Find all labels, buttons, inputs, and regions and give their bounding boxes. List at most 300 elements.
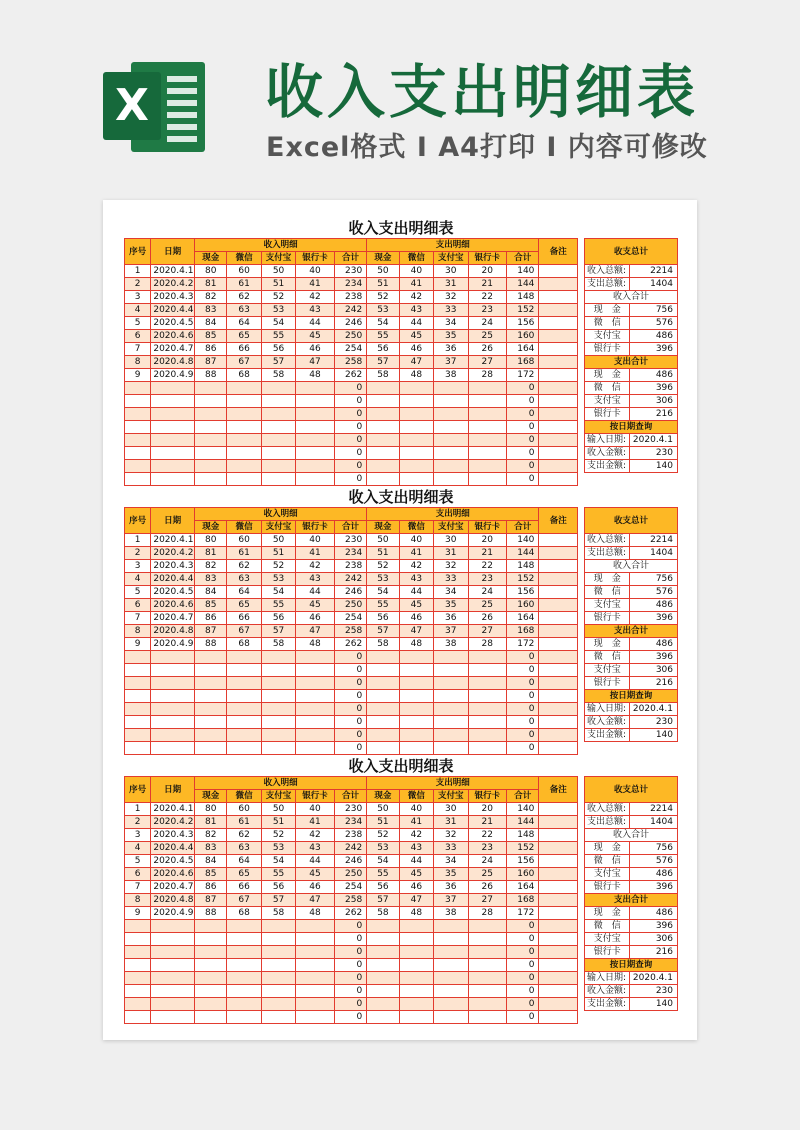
income-cell[interactable]: 50	[261, 534, 295, 547]
row-date[interactable]	[151, 421, 195, 434]
expense-cell[interactable]: 23	[468, 304, 507, 317]
row-seq[interactable]	[125, 959, 151, 972]
income-cell[interactable]	[261, 690, 295, 703]
expense-cell[interactable]: 0	[507, 998, 539, 1011]
income-cell[interactable]: 62	[227, 560, 261, 573]
expense-cell[interactable]: 33	[434, 573, 468, 586]
row-seq[interactable]: 4	[125, 842, 151, 855]
expense-cell[interactable]: 41	[399, 278, 433, 291]
note-cell[interactable]	[539, 985, 578, 998]
expense-cell[interactable]	[399, 447, 433, 460]
expense-cell[interactable]	[468, 998, 507, 1011]
income-cell[interactable]: 242	[334, 304, 366, 317]
expense-cell[interactable]	[468, 985, 507, 998]
expense-cell[interactable]: 0	[507, 447, 539, 460]
income-cell[interactable]: 68	[227, 369, 261, 382]
row-date[interactable]	[151, 959, 195, 972]
row-seq[interactable]	[125, 460, 151, 473]
income-cell[interactable]: 44	[296, 586, 335, 599]
note-cell[interactable]	[539, 343, 578, 356]
row-seq[interactable]	[125, 421, 151, 434]
expense-cell[interactable]: 53	[367, 842, 399, 855]
income-cell[interactable]: 0	[334, 677, 366, 690]
income-cell[interactable]: 230	[334, 534, 366, 547]
expense-cell[interactable]: 148	[507, 829, 539, 842]
expense-cell[interactable]: 152	[507, 304, 539, 317]
row-date[interactable]	[151, 729, 195, 742]
income-cell[interactable]	[227, 742, 261, 755]
expense-cell[interactable]	[399, 946, 433, 959]
income-cell[interactable]: 67	[227, 894, 261, 907]
income-cell[interactable]	[296, 729, 335, 742]
income-cell[interactable]	[227, 946, 261, 959]
expense-cell[interactable]: 57	[367, 894, 399, 907]
expense-cell[interactable]	[434, 434, 468, 447]
income-cell[interactable]	[261, 985, 295, 998]
income-cell[interactable]: 258	[334, 894, 366, 907]
income-cell[interactable]	[194, 933, 226, 946]
income-cell[interactable]: 61	[227, 547, 261, 560]
income-cell[interactable]: 51	[261, 816, 295, 829]
row-seq[interactable]: 6	[125, 330, 151, 343]
note-cell[interactable]	[539, 291, 578, 304]
income-cell[interactable]: 52	[261, 291, 295, 304]
expense-cell[interactable]: 0	[507, 690, 539, 703]
expense-cell[interactable]	[468, 460, 507, 473]
row-seq[interactable]: 3	[125, 291, 151, 304]
expense-cell[interactable]	[399, 972, 433, 985]
expense-cell[interactable]: 27	[468, 894, 507, 907]
row-seq[interactable]: 8	[125, 356, 151, 369]
expense-cell[interactable]	[367, 716, 399, 729]
note-cell[interactable]	[539, 330, 578, 343]
income-cell[interactable]: 54	[261, 855, 295, 868]
income-cell[interactable]	[194, 998, 226, 1011]
expense-cell[interactable]	[399, 677, 433, 690]
expense-cell[interactable]: 58	[367, 907, 399, 920]
expense-cell[interactable]	[434, 473, 468, 486]
income-cell[interactable]	[261, 677, 295, 690]
expense-cell[interactable]: 164	[507, 343, 539, 356]
income-cell[interactable]	[227, 460, 261, 473]
row-seq[interactable]: 9	[125, 907, 151, 920]
expense-cell[interactable]: 156	[507, 317, 539, 330]
expense-cell[interactable]: 0	[507, 434, 539, 447]
note-cell[interactable]	[539, 703, 578, 716]
note-cell[interactable]	[539, 612, 578, 625]
expense-cell[interactable]: 0	[507, 382, 539, 395]
row-seq[interactable]	[125, 408, 151, 421]
row-seq[interactable]: 3	[125, 829, 151, 842]
note-cell[interactable]	[539, 946, 578, 959]
expense-cell[interactable]: 0	[507, 959, 539, 972]
income-cell[interactable]: 0	[334, 447, 366, 460]
expense-cell[interactable]	[468, 729, 507, 742]
row-date[interactable]	[151, 677, 195, 690]
expense-cell[interactable]: 160	[507, 599, 539, 612]
income-cell[interactable]	[194, 447, 226, 460]
expense-cell[interactable]: 35	[434, 868, 468, 881]
income-cell[interactable]	[296, 920, 335, 933]
income-cell[interactable]: 61	[227, 278, 261, 291]
expense-cell[interactable]: 0	[507, 729, 539, 742]
row-seq[interactable]	[125, 703, 151, 716]
expense-cell[interactable]	[434, 421, 468, 434]
row-date[interactable]: 2020.4.7	[151, 881, 195, 894]
note-cell[interactable]	[539, 317, 578, 330]
expense-cell[interactable]	[399, 985, 433, 998]
income-cell[interactable]: 230	[334, 803, 366, 816]
income-cell[interactable]	[261, 946, 295, 959]
expense-cell[interactable]: 0	[507, 473, 539, 486]
income-cell[interactable]: 0	[334, 729, 366, 742]
row-date[interactable]: 2020.4.1	[151, 803, 195, 816]
expense-cell[interactable]: 0	[507, 742, 539, 755]
note-cell[interactable]	[539, 356, 578, 369]
income-cell[interactable]	[261, 434, 295, 447]
expense-cell[interactable]	[468, 473, 507, 486]
expense-cell[interactable]	[434, 985, 468, 998]
income-cell[interactable]	[227, 972, 261, 985]
note-cell[interactable]	[539, 716, 578, 729]
income-cell[interactable]	[194, 972, 226, 985]
note-cell[interactable]	[539, 447, 578, 460]
income-cell[interactable]: 82	[194, 829, 226, 842]
income-cell[interactable]: 58	[261, 369, 295, 382]
row-seq[interactable]	[125, 946, 151, 959]
expense-cell[interactable]: 42	[399, 291, 433, 304]
row-date[interactable]	[151, 972, 195, 985]
expense-cell[interactable]: 30	[434, 803, 468, 816]
expense-cell[interactable]	[468, 664, 507, 677]
expense-cell[interactable]	[399, 664, 433, 677]
income-cell[interactable]	[227, 998, 261, 1011]
expense-cell[interactable]: 38	[434, 907, 468, 920]
expense-cell[interactable]: 0	[507, 946, 539, 959]
query-date-input[interactable]: 2020.4.1	[630, 434, 678, 447]
expense-cell[interactable]: 37	[434, 625, 468, 638]
income-cell[interactable]	[296, 460, 335, 473]
expense-cell[interactable]: 30	[434, 265, 468, 278]
income-cell[interactable]: 85	[194, 868, 226, 881]
expense-cell[interactable]	[434, 703, 468, 716]
row-seq[interactable]	[125, 677, 151, 690]
row-date[interactable]	[151, 703, 195, 716]
expense-cell[interactable]	[367, 473, 399, 486]
note-cell[interactable]	[539, 586, 578, 599]
expense-cell[interactable]: 40	[399, 803, 433, 816]
expense-cell[interactable]: 53	[367, 573, 399, 586]
note-cell[interactable]	[539, 664, 578, 677]
row-date[interactable]: 2020.4.8	[151, 894, 195, 907]
income-cell[interactable]	[296, 959, 335, 972]
expense-cell[interactable]: 48	[399, 907, 433, 920]
income-cell[interactable]: 45	[296, 599, 335, 612]
expense-cell[interactable]	[468, 408, 507, 421]
expense-cell[interactable]: 20	[468, 265, 507, 278]
row-date[interactable]: 2020.4.1	[151, 534, 195, 547]
expense-cell[interactable]: 0	[507, 933, 539, 946]
note-cell[interactable]	[539, 382, 578, 395]
expense-cell[interactable]: 160	[507, 330, 539, 343]
income-cell[interactable]: 84	[194, 586, 226, 599]
expense-cell[interactable]	[367, 690, 399, 703]
income-cell[interactable]: 48	[296, 907, 335, 920]
expense-cell[interactable]: 24	[468, 855, 507, 868]
income-cell[interactable]: 83	[194, 573, 226, 586]
row-date[interactable]: 2020.4.8	[151, 625, 195, 638]
expense-cell[interactable]	[399, 920, 433, 933]
expense-cell[interactable]	[468, 382, 507, 395]
income-cell[interactable]	[194, 395, 226, 408]
income-cell[interactable]	[296, 972, 335, 985]
row-date[interactable]: 2020.4.6	[151, 599, 195, 612]
income-cell[interactable]: 41	[296, 547, 335, 560]
expense-cell[interactable]: 45	[399, 868, 433, 881]
row-date[interactable]	[151, 408, 195, 421]
income-cell[interactable]: 46	[296, 343, 335, 356]
income-cell[interactable]: 81	[194, 278, 226, 291]
expense-cell[interactable]: 54	[367, 317, 399, 330]
row-date[interactable]: 2020.4.2	[151, 278, 195, 291]
income-cell[interactable]: 47	[296, 625, 335, 638]
expense-cell[interactable]: 140	[507, 803, 539, 816]
income-cell[interactable]: 57	[261, 894, 295, 907]
row-seq[interactable]	[125, 742, 151, 755]
income-cell[interactable]: 40	[296, 803, 335, 816]
income-cell[interactable]	[296, 1011, 335, 1024]
income-cell[interactable]: 258	[334, 356, 366, 369]
income-cell[interactable]: 60	[227, 265, 261, 278]
income-cell[interactable]	[227, 408, 261, 421]
row-date[interactable]	[151, 434, 195, 447]
expense-cell[interactable]	[468, 742, 507, 755]
expense-cell[interactable]: 0	[507, 703, 539, 716]
income-cell[interactable]	[261, 716, 295, 729]
expense-cell[interactable]	[399, 959, 433, 972]
note-cell[interactable]	[539, 881, 578, 894]
note-cell[interactable]	[539, 742, 578, 755]
row-date[interactable]: 2020.4.6	[151, 868, 195, 881]
expense-cell[interactable]: 26	[468, 881, 507, 894]
expense-cell[interactable]	[468, 447, 507, 460]
income-cell[interactable]: 0	[334, 651, 366, 664]
row-seq[interactable]	[125, 972, 151, 985]
row-date[interactable]: 2020.4.3	[151, 829, 195, 842]
expense-cell[interactable]: 21	[468, 547, 507, 560]
income-cell[interactable]: 254	[334, 881, 366, 894]
income-cell[interactable]: 40	[296, 534, 335, 547]
row-date[interactable]	[151, 946, 195, 959]
expense-cell[interactable]	[434, 664, 468, 677]
income-cell[interactable]: 0	[334, 421, 366, 434]
income-cell[interactable]	[194, 382, 226, 395]
income-cell[interactable]	[227, 677, 261, 690]
expense-cell[interactable]: 54	[367, 855, 399, 868]
income-cell[interactable]: 58	[261, 638, 295, 651]
income-cell[interactable]	[296, 690, 335, 703]
note-cell[interactable]	[539, 829, 578, 842]
income-cell[interactable]: 66	[227, 343, 261, 356]
expense-cell[interactable]: 160	[507, 868, 539, 881]
note-cell[interactable]	[539, 855, 578, 868]
expense-cell[interactable]	[367, 447, 399, 460]
row-seq[interactable]: 4	[125, 304, 151, 317]
income-cell[interactable]	[227, 664, 261, 677]
income-cell[interactable]	[261, 920, 295, 933]
expense-cell[interactable]: 0	[507, 664, 539, 677]
income-cell[interactable]: 50	[261, 803, 295, 816]
expense-cell[interactable]	[468, 959, 507, 972]
note-cell[interactable]	[539, 599, 578, 612]
income-cell[interactable]: 51	[261, 547, 295, 560]
expense-cell[interactable]: 23	[468, 842, 507, 855]
income-cell[interactable]: 42	[296, 291, 335, 304]
expense-cell[interactable]: 42	[399, 829, 433, 842]
expense-cell[interactable]	[367, 421, 399, 434]
expense-cell[interactable]: 168	[507, 894, 539, 907]
row-seq[interactable]	[125, 729, 151, 742]
expense-cell[interactable]: 36	[434, 881, 468, 894]
income-cell[interactable]: 46	[296, 612, 335, 625]
note-cell[interactable]	[539, 573, 578, 586]
income-cell[interactable]: 43	[296, 304, 335, 317]
expense-cell[interactable]	[468, 972, 507, 985]
row-date[interactable]	[151, 664, 195, 677]
expense-cell[interactable]: 168	[507, 356, 539, 369]
row-date[interactable]	[151, 933, 195, 946]
income-cell[interactable]: 0	[334, 946, 366, 959]
income-cell[interactable]: 83	[194, 842, 226, 855]
expense-cell[interactable]: 31	[434, 816, 468, 829]
row-date[interactable]	[151, 382, 195, 395]
income-cell[interactable]: 82	[194, 560, 226, 573]
expense-cell[interactable]	[434, 933, 468, 946]
expense-cell[interactable]	[468, 690, 507, 703]
expense-cell[interactable]: 51	[367, 547, 399, 560]
income-cell[interactable]	[296, 447, 335, 460]
expense-cell[interactable]	[367, 946, 399, 959]
expense-cell[interactable]: 144	[507, 278, 539, 291]
note-cell[interactable]	[539, 690, 578, 703]
row-date[interactable]	[151, 473, 195, 486]
expense-cell[interactable]	[468, 1011, 507, 1024]
income-cell[interactable]: 0	[334, 972, 366, 985]
expense-cell[interactable]	[399, 703, 433, 716]
note-cell[interactable]	[539, 920, 578, 933]
row-seq[interactable]	[125, 447, 151, 460]
income-cell[interactable]: 64	[227, 855, 261, 868]
income-cell[interactable]: 43	[296, 842, 335, 855]
income-cell[interactable]	[296, 395, 335, 408]
note-cell[interactable]	[539, 473, 578, 486]
income-cell[interactable]: 0	[334, 664, 366, 677]
row-seq[interactable]	[125, 933, 151, 946]
note-cell[interactable]	[539, 638, 578, 651]
income-cell[interactable]: 0	[334, 920, 366, 933]
expense-cell[interactable]	[468, 703, 507, 716]
income-cell[interactable]: 0	[334, 473, 366, 486]
expense-cell[interactable]: 44	[399, 855, 433, 868]
expense-cell[interactable]: 0	[507, 716, 539, 729]
expense-cell[interactable]: 43	[399, 842, 433, 855]
income-cell[interactable]: 66	[227, 881, 261, 894]
expense-cell[interactable]: 34	[434, 855, 468, 868]
income-cell[interactable]: 63	[227, 842, 261, 855]
row-date[interactable]	[151, 651, 195, 664]
row-seq[interactable]	[125, 395, 151, 408]
expense-cell[interactable]: 140	[507, 534, 539, 547]
income-cell[interactable]	[227, 1011, 261, 1024]
row-seq[interactable]: 2	[125, 547, 151, 560]
note-cell[interactable]	[539, 816, 578, 829]
expense-cell[interactable]	[367, 651, 399, 664]
income-cell[interactable]: 85	[194, 599, 226, 612]
expense-cell[interactable]: 58	[367, 638, 399, 651]
income-cell[interactable]: 0	[334, 460, 366, 473]
income-cell[interactable]: 68	[227, 907, 261, 920]
expense-cell[interactable]	[367, 664, 399, 677]
income-cell[interactable]: 262	[334, 907, 366, 920]
income-cell[interactable]: 56	[261, 343, 295, 356]
expense-cell[interactable]: 32	[434, 829, 468, 842]
row-date[interactable]: 2020.4.1	[151, 265, 195, 278]
row-date[interactable]: 2020.4.7	[151, 343, 195, 356]
note-cell[interactable]	[539, 534, 578, 547]
expense-cell[interactable]: 55	[367, 868, 399, 881]
expense-cell[interactable]: 144	[507, 547, 539, 560]
income-cell[interactable]	[227, 920, 261, 933]
expense-cell[interactable]: 0	[507, 421, 539, 434]
row-seq[interactable]: 8	[125, 625, 151, 638]
expense-cell[interactable]: 33	[434, 304, 468, 317]
income-cell[interactable]	[194, 690, 226, 703]
expense-cell[interactable]: 44	[399, 586, 433, 599]
income-cell[interactable]: 63	[227, 573, 261, 586]
expense-cell[interactable]: 164	[507, 612, 539, 625]
row-seq[interactable]: 8	[125, 894, 151, 907]
expense-cell[interactable]: 144	[507, 816, 539, 829]
expense-cell[interactable]: 0	[507, 972, 539, 985]
expense-cell[interactable]: 34	[434, 586, 468, 599]
income-cell[interactable]: 80	[194, 534, 226, 547]
expense-cell[interactable]	[367, 742, 399, 755]
income-cell[interactable]: 67	[227, 625, 261, 638]
row-seq[interactable]	[125, 1011, 151, 1024]
income-cell[interactable]	[261, 959, 295, 972]
income-cell[interactable]	[261, 447, 295, 460]
expense-cell[interactable]: 20	[468, 534, 507, 547]
expense-cell[interactable]: 21	[468, 816, 507, 829]
expense-cell[interactable]: 52	[367, 291, 399, 304]
income-cell[interactable]	[296, 933, 335, 946]
expense-cell[interactable]: 47	[399, 625, 433, 638]
expense-cell[interactable]: 46	[399, 612, 433, 625]
income-cell[interactable]: 54	[261, 317, 295, 330]
row-seq[interactable]: 1	[125, 534, 151, 547]
income-cell[interactable]	[261, 421, 295, 434]
expense-cell[interactable]: 0	[507, 985, 539, 998]
expense-cell[interactable]	[468, 395, 507, 408]
row-date[interactable]: 2020.4.7	[151, 612, 195, 625]
expense-cell[interactable]: 45	[399, 330, 433, 343]
expense-cell[interactable]: 51	[367, 816, 399, 829]
income-cell[interactable]: 250	[334, 330, 366, 343]
income-cell[interactable]: 87	[194, 894, 226, 907]
expense-cell[interactable]	[434, 447, 468, 460]
expense-cell[interactable]	[367, 395, 399, 408]
income-cell[interactable]: 47	[296, 356, 335, 369]
